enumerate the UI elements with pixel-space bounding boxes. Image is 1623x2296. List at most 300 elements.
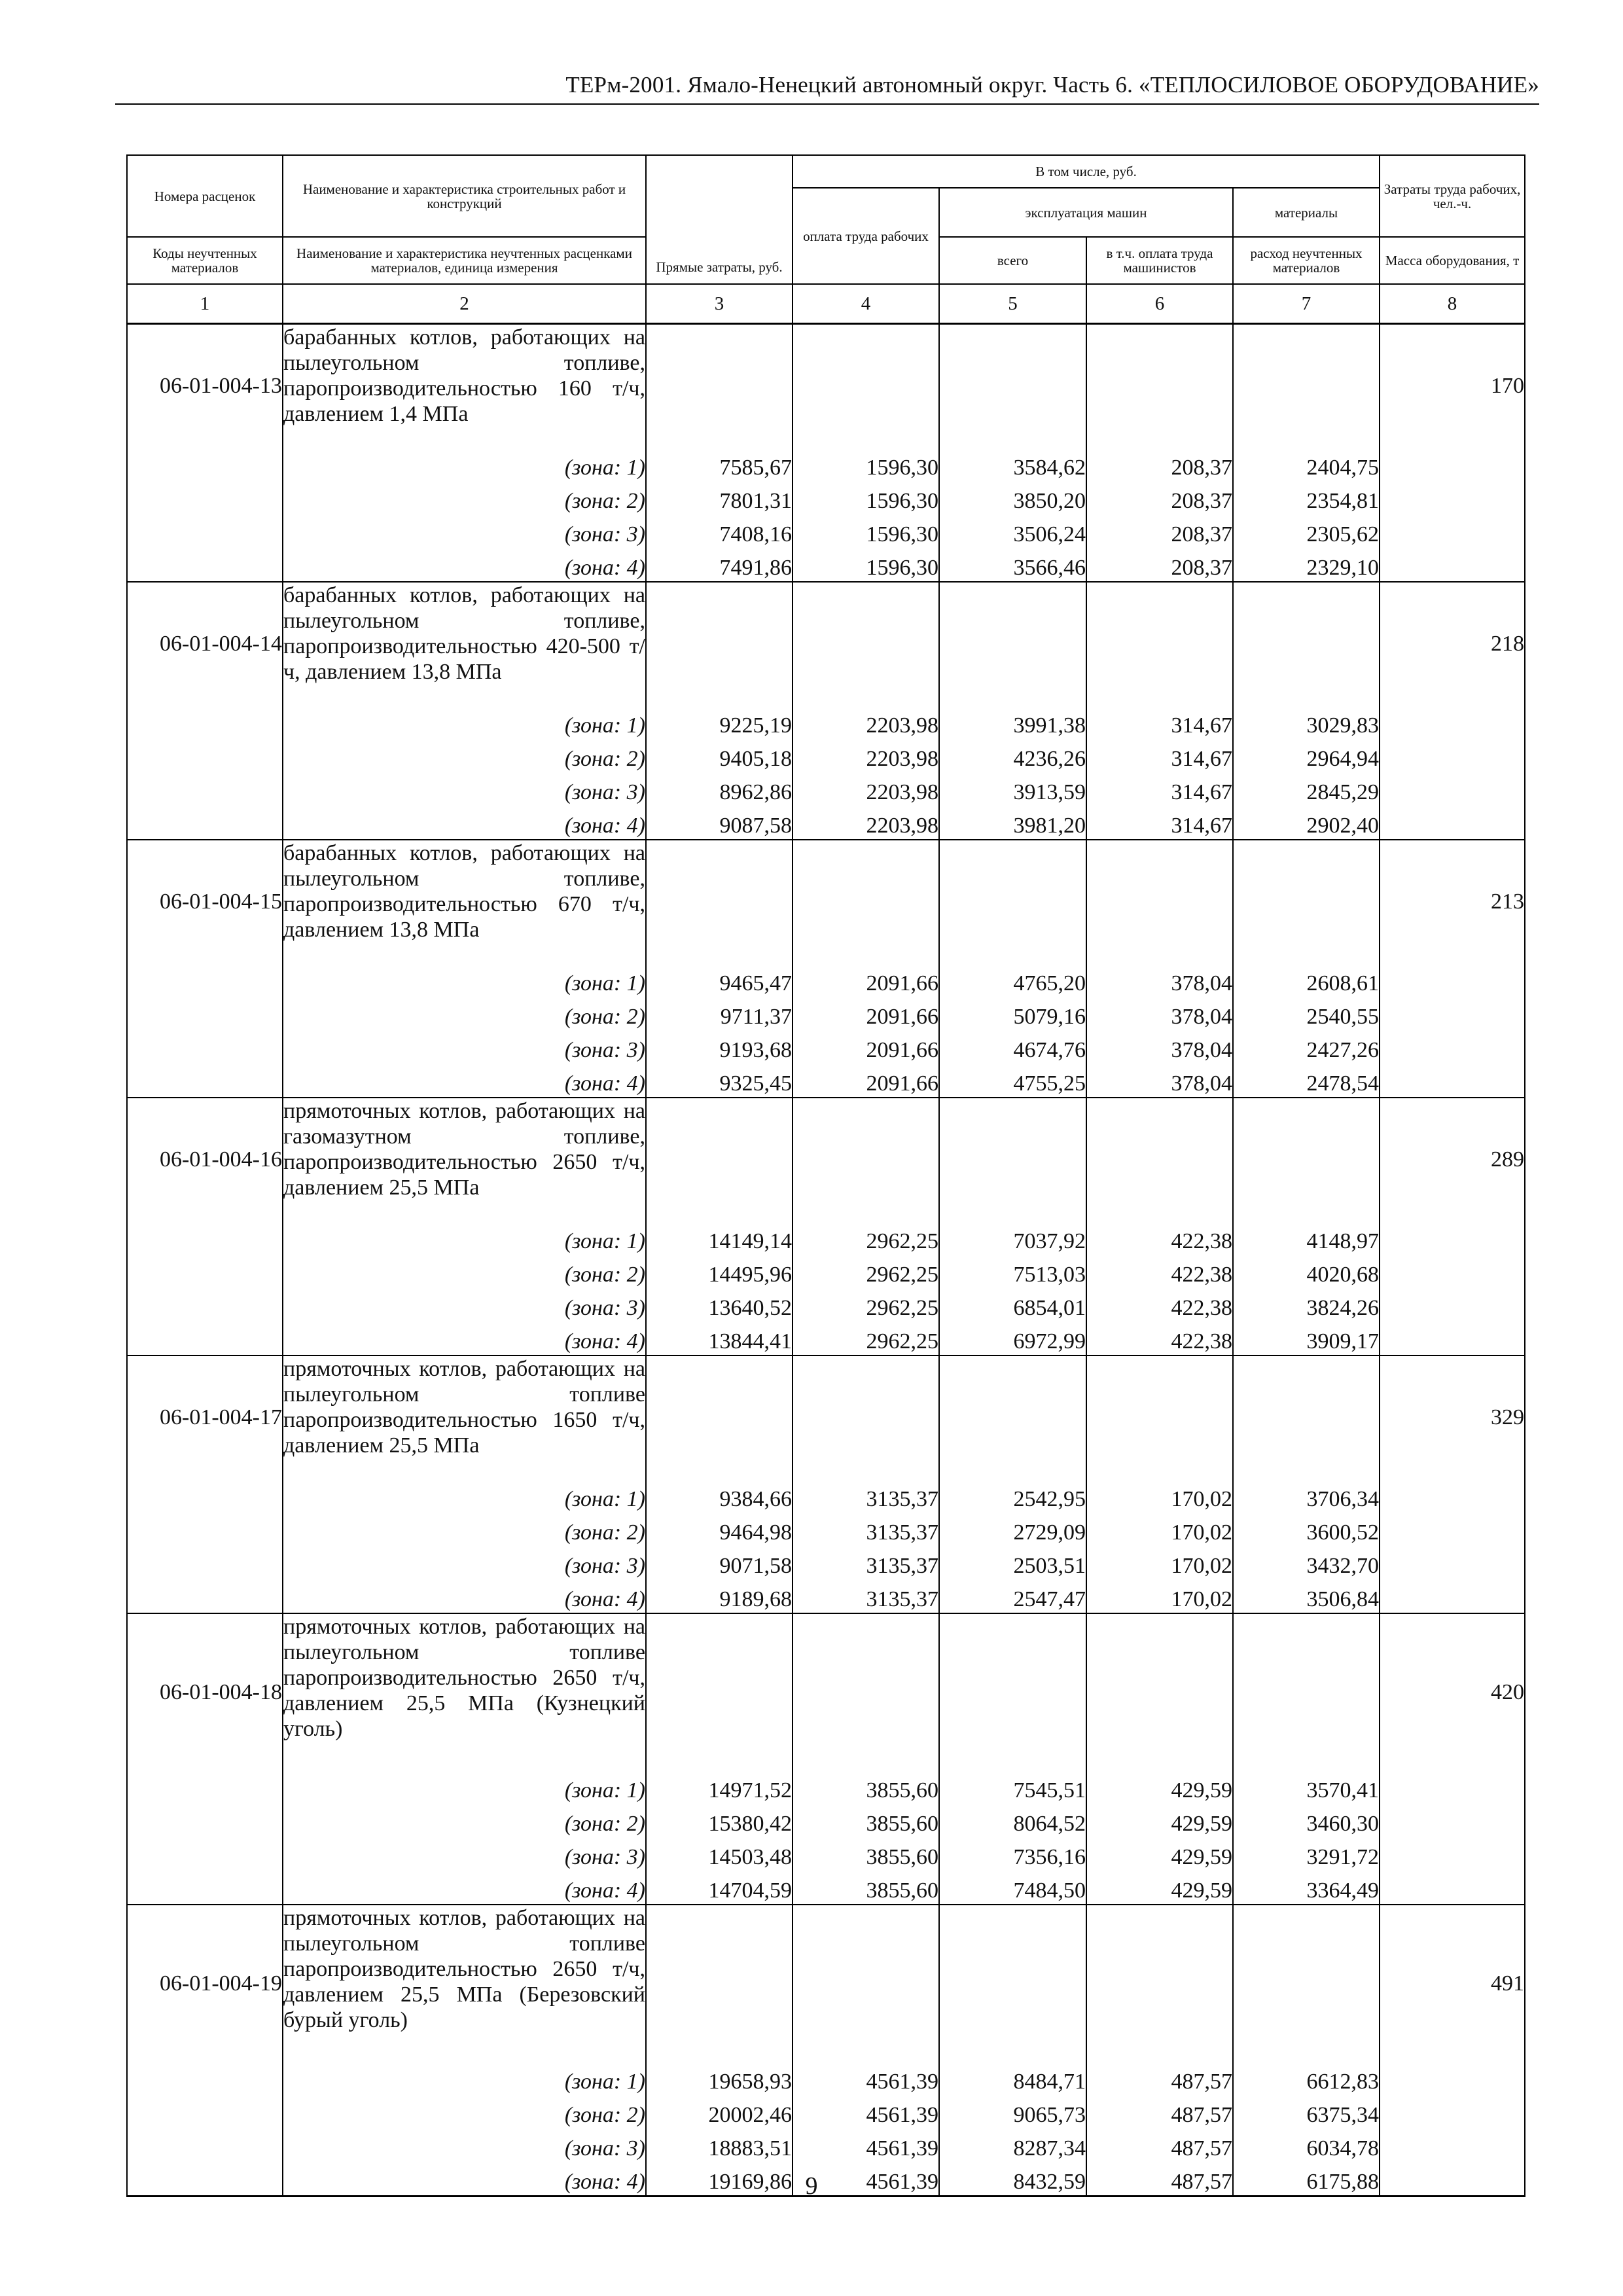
- cost-value: 422,38: [1086, 1255, 1233, 1288]
- zone-label: (зона: 3): [283, 1288, 646, 1321]
- empty-cell: [646, 1905, 793, 2062]
- page-number: 9: [805, 2172, 818, 2200]
- cost-value: 429,59: [1086, 1871, 1233, 1905]
- empty-cell: [1380, 997, 1525, 1030]
- labor-cost: 420: [1380, 1613, 1525, 1770]
- zone-label: (зона: 2): [283, 2095, 646, 2128]
- empty-cell: [127, 1255, 283, 1288]
- zone-label: (зона: 2): [283, 1513, 646, 1546]
- empty-cell: [1380, 1770, 1525, 1804]
- labor-cost: 329: [1380, 1355, 1525, 1479]
- zone-label: (зона: 3): [283, 1837, 646, 1871]
- cost-value: 4236,26: [939, 739, 1086, 772]
- cost-value: 2404,75: [1233, 448, 1380, 481]
- empty-cell: [127, 1804, 283, 1837]
- empty-cell: [1380, 739, 1525, 772]
- empty-cell: [127, 1030, 283, 1064]
- zone-label: (зона: 1): [283, 1221, 646, 1255]
- empty-cell: [1380, 481, 1525, 514]
- price-table: [126, 154, 1525, 2197]
- cost-value: 9711,37: [646, 997, 793, 1030]
- cost-value: 8432,59: [939, 2162, 1086, 2197]
- header-rule: [115, 103, 1539, 105]
- zone-row: [127, 1871, 1525, 1905]
- cost-value: 4561,39: [793, 2062, 939, 2095]
- empty-cell: [939, 582, 1086, 706]
- empty-cell: [646, 1098, 793, 1221]
- cost-value: 2962,25: [793, 1321, 939, 1355]
- zone-row: [127, 1288, 1525, 1321]
- cost-value: 2354,81: [1233, 481, 1380, 514]
- empty-cell: [1380, 1479, 1525, 1513]
- cost-value: 2091,66: [793, 1030, 939, 1064]
- empty-cell: [127, 2128, 283, 2162]
- zone-label: (зона: 4): [283, 806, 646, 840]
- col-number: 6: [1086, 284, 1233, 324]
- labor-cost: 491: [1380, 1905, 1525, 2062]
- zone-row: [127, 997, 1525, 1030]
- cost-value: 14971,52: [646, 1770, 793, 1804]
- empty-cell: [127, 1064, 283, 1098]
- empty-cell: [646, 324, 793, 448]
- cost-value: 2203,98: [793, 806, 939, 840]
- zone-row: [127, 1546, 1525, 1579]
- cost-value: 4020,68: [1233, 1255, 1380, 1288]
- zone-row: [127, 806, 1525, 840]
- cost-value: 1596,30: [793, 481, 939, 514]
- zone-row: [127, 1513, 1525, 1546]
- cost-value: 2608,61: [1233, 963, 1380, 997]
- cost-value: 208,37: [1086, 448, 1233, 481]
- cost-value: 2478,54: [1233, 1064, 1380, 1098]
- zone-label: (зона: 1): [283, 1479, 646, 1513]
- cost-value: 3909,17: [1233, 1321, 1380, 1355]
- zone-label: (зона: 2): [283, 739, 646, 772]
- empty-cell: [793, 840, 939, 963]
- zone-label: (зона: 3): [283, 1546, 646, 1579]
- cost-value: 2329,10: [1233, 548, 1380, 582]
- zone-label: (зона: 4): [283, 2162, 646, 2197]
- empty-cell: [1380, 706, 1525, 739]
- empty-cell: [1380, 2128, 1525, 2162]
- empty-cell: [1380, 2062, 1525, 2095]
- zone-label: (зона: 2): [283, 1804, 646, 1837]
- cost-value: 2902,40: [1233, 806, 1380, 840]
- zone-row: [127, 514, 1525, 548]
- zone-label: (зона: 1): [283, 2062, 646, 2095]
- cost-value: 2091,66: [793, 997, 939, 1030]
- cost-value: 2427,26: [1233, 1030, 1380, 1064]
- cost-value: 6375,34: [1233, 2095, 1380, 2128]
- labor-cost: 289: [1380, 1098, 1525, 1221]
- empty-cell: [1380, 1837, 1525, 1871]
- empty-cell: [1380, 963, 1525, 997]
- cost-value: 2962,25: [793, 1221, 939, 1255]
- zone-label: (зона: 4): [283, 1064, 646, 1098]
- cost-value: 487,57: [1086, 2095, 1233, 2128]
- empty-cell: [1233, 1905, 1380, 2062]
- empty-cell: [1086, 1098, 1233, 1221]
- cost-value: 2547,47: [939, 1579, 1086, 1613]
- empty-cell: [1233, 324, 1380, 448]
- cost-value: 2542,95: [939, 1479, 1086, 1513]
- empty-cell: [1380, 514, 1525, 548]
- empty-cell: [1380, 1064, 1525, 1098]
- price-row-header: [127, 324, 1525, 448]
- empty-cell: [793, 324, 939, 448]
- col-number: 2: [283, 284, 646, 324]
- cost-value: 3991,38: [939, 706, 1086, 739]
- running-header: ТЕРм-2001. Ямало-Ненецкий автономный округ. Часть 6. «ТЕПЛОСИЛОВОЕ ОБОРУДОВАНИЕ»: [565, 72, 1539, 98]
- empty-cell: [127, 772, 283, 806]
- zone-label: (зона: 1): [283, 706, 646, 739]
- zone-label: (зона: 4): [283, 1871, 646, 1905]
- price-code: 06-01-004-17: [127, 1355, 283, 1479]
- empty-cell: [1233, 582, 1380, 706]
- cost-value: 3855,60: [793, 1837, 939, 1871]
- cost-value: 2962,25: [793, 1255, 939, 1288]
- empty-cell: [127, 548, 283, 582]
- zone-label: (зона: 4): [283, 548, 646, 582]
- cost-value: 9193,68: [646, 1030, 793, 1064]
- cost-value: 3566,46: [939, 548, 1086, 582]
- cost-value: 3855,60: [793, 1770, 939, 1804]
- col1-header-top: Номера расценок: [127, 155, 283, 237]
- empty-cell: [939, 840, 1086, 963]
- empty-cell: [127, 1770, 283, 1804]
- price-row-header: [127, 840, 1525, 963]
- empty-cell: [127, 1321, 283, 1355]
- cost-value: 208,37: [1086, 514, 1233, 548]
- empty-cell: [793, 1098, 939, 1221]
- empty-cell: [1380, 1030, 1525, 1064]
- cost-value: 2503,51: [939, 1546, 1086, 1579]
- table-body: [127, 324, 1525, 2197]
- empty-cell: [127, 706, 283, 739]
- cost-value: 4674,76: [939, 1030, 1086, 1064]
- empty-cell: [793, 1613, 939, 1770]
- empty-cell: [127, 1579, 283, 1613]
- cost-value: 8287,34: [939, 2128, 1086, 2162]
- cost-value: 6854,01: [939, 1288, 1086, 1321]
- cost-value: 13640,52: [646, 1288, 793, 1321]
- cost-value: 3824,26: [1233, 1288, 1380, 1321]
- price-row-header: [127, 1098, 1525, 1221]
- empty-cell: [1086, 840, 1233, 963]
- empty-cell: [127, 1288, 283, 1321]
- empty-cell: [939, 1613, 1086, 1770]
- cost-value: 7545,51: [939, 1770, 1086, 1804]
- zone-label: (зона: 2): [283, 997, 646, 1030]
- empty-cell: [793, 1905, 939, 2062]
- work-description: барабанных котлов, работающих на пылеугольном топливе, паропроизводительностью 160 т/ч, давлением 1,4 МПа: [283, 324, 646, 448]
- cost-value: 9189,68: [646, 1579, 793, 1613]
- col8-header-top: Затраты труда рабочих, чел.-ч.: [1380, 155, 1525, 237]
- col2-header-bottom: Наименование и характеристика неучтенных расценками материалов, единица измерения: [283, 237, 646, 284]
- zone-row: [127, 1064, 1525, 1098]
- zone-row: [127, 1479, 1525, 1513]
- cost-value: 170,02: [1086, 1513, 1233, 1546]
- empty-cell: [1233, 1098, 1380, 1221]
- empty-cell: [127, 1479, 283, 1513]
- cost-value: 3135,37: [793, 1513, 939, 1546]
- cost-value: 3432,70: [1233, 1546, 1380, 1579]
- empty-cell: [1233, 1613, 1380, 1770]
- cost-value: 2729,09: [939, 1513, 1086, 1546]
- col-number: 4: [793, 284, 939, 324]
- zone-row: [127, 2062, 1525, 2095]
- work-description: прямоточных котлов, работающих на пылеугольном топливе паропроизводительностью 2650 т/ч, давлением 25,5 МПа (Березовский бурый уголь): [283, 1905, 646, 2062]
- cost-value: 3981,20: [939, 806, 1086, 840]
- cost-value: 170,02: [1086, 1579, 1233, 1613]
- work-description: прямоточных котлов, работающих на пылеугольном топливе паропроизводительностью 2650 т/ч, давлением 25,5 МПа (Кузнецкий уголь): [283, 1613, 646, 1770]
- empty-cell: [1086, 1613, 1233, 1770]
- cost-value: 14495,96: [646, 1255, 793, 1288]
- cost-value: 3850,20: [939, 481, 1086, 514]
- cost-value: 3570,41: [1233, 1770, 1380, 1804]
- cost-value: 8484,71: [939, 2062, 1086, 2095]
- machines-header: эксплуатация машин: [939, 188, 1233, 237]
- price-code: 06-01-004-18: [127, 1613, 283, 1770]
- col5-header: всего: [939, 237, 1086, 284]
- price-code: 06-01-004-14: [127, 582, 283, 706]
- cost-value: 9065,73: [939, 2095, 1086, 2128]
- zone-row: [127, 963, 1525, 997]
- cost-value: 378,04: [1086, 997, 1233, 1030]
- cost-value: 3460,30: [1233, 1804, 1380, 1837]
- zone-row: [127, 1255, 1525, 1288]
- cost-value: 6175,88: [1233, 2162, 1380, 2197]
- zone-label: (зона: 4): [283, 1579, 646, 1613]
- empty-cell: [127, 963, 283, 997]
- empty-cell: [127, 2095, 283, 2128]
- cost-value: 6034,78: [1233, 2128, 1380, 2162]
- zone-row: [127, 1321, 1525, 1355]
- price-row-header: [127, 1613, 1525, 1770]
- empty-cell: [1380, 1804, 1525, 1837]
- cost-value: 1596,30: [793, 548, 939, 582]
- empty-cell: [1380, 548, 1525, 582]
- cost-value: 9325,45: [646, 1064, 793, 1098]
- empty-cell: [127, 481, 283, 514]
- zone-row: [127, 448, 1525, 481]
- empty-cell: [127, 2062, 283, 2095]
- empty-cell: [646, 1613, 793, 1770]
- col4-header: оплата труда рабочих: [793, 188, 939, 284]
- empty-cell: [1086, 1905, 1233, 2062]
- cost-value: 14149,14: [646, 1221, 793, 1255]
- col8-header-bottom: Масса оборудования, т: [1380, 237, 1525, 284]
- cost-value: 3029,83: [1233, 706, 1380, 739]
- col-number: 3: [646, 284, 793, 324]
- cost-value: 14503,48: [646, 1837, 793, 1871]
- cost-value: 3855,60: [793, 1871, 939, 1905]
- zone-label: (зона: 3): [283, 1030, 646, 1064]
- cost-value: 3506,24: [939, 514, 1086, 548]
- cost-value: 429,59: [1086, 1804, 1233, 1837]
- cost-value: 7408,16: [646, 514, 793, 548]
- cost-value: 314,67: [1086, 706, 1233, 739]
- price-code: 06-01-004-19: [127, 1905, 283, 2062]
- cost-value: 2540,55: [1233, 997, 1380, 1030]
- zone-row: [127, 1837, 1525, 1871]
- cost-value: 208,37: [1086, 481, 1233, 514]
- empty-cell: [646, 582, 793, 706]
- cost-value: 7484,50: [939, 1871, 1086, 1905]
- empty-cell: [1380, 1288, 1525, 1321]
- empty-cell: [127, 1871, 283, 1905]
- cost-value: 2203,98: [793, 739, 939, 772]
- zone-row: [127, 1030, 1525, 1064]
- col-number: 5: [939, 284, 1086, 324]
- cost-value: 3291,72: [1233, 1837, 1380, 1871]
- cost-value: 8962,86: [646, 772, 793, 806]
- empty-cell: [1380, 1321, 1525, 1355]
- empty-cell: [1380, 1871, 1525, 1905]
- labor-cost: 170: [1380, 324, 1525, 448]
- zone-row: [127, 481, 1525, 514]
- cost-value: 3855,60: [793, 1804, 939, 1837]
- cost-value: 3135,37: [793, 1546, 939, 1579]
- cost-value: 19658,93: [646, 2062, 793, 2095]
- empty-cell: [1380, 1546, 1525, 1579]
- empty-cell: [127, 1221, 283, 1255]
- cost-value: 1596,30: [793, 514, 939, 548]
- zone-row: [127, 1579, 1525, 1613]
- zone-row: [127, 772, 1525, 806]
- cost-value: 2203,98: [793, 772, 939, 806]
- col3-header: Прямые затраты, руб.: [646, 155, 793, 284]
- cost-value: 20002,46: [646, 2095, 793, 2128]
- group-header: В том числе, руб.: [793, 155, 1380, 188]
- zone-label: (зона: 3): [283, 2128, 646, 2162]
- cost-value: 378,04: [1086, 1030, 1233, 1064]
- cost-value: 3913,59: [939, 772, 1086, 806]
- cost-value: 422,38: [1086, 1321, 1233, 1355]
- empty-cell: [127, 1513, 283, 1546]
- cost-value: 3364,49: [1233, 1871, 1380, 1905]
- cost-value: 4561,39: [793, 2095, 939, 2128]
- cost-value: 7801,31: [646, 481, 793, 514]
- empty-cell: [939, 1355, 1086, 1479]
- price-code: 06-01-004-13: [127, 324, 283, 448]
- empty-cell: [127, 1546, 283, 1579]
- price-code: 06-01-004-16: [127, 1098, 283, 1221]
- cost-value: 3600,52: [1233, 1513, 1380, 1546]
- zone-label: (зона: 2): [283, 481, 646, 514]
- cost-value: 170,02: [1086, 1479, 1233, 1513]
- cost-value: 429,59: [1086, 1837, 1233, 1871]
- empty-cell: [1380, 1255, 1525, 1288]
- empty-cell: [127, 514, 283, 548]
- cost-value: 7513,03: [939, 1255, 1086, 1288]
- cost-value: 5079,16: [939, 997, 1086, 1030]
- zone-label: (зона: 2): [283, 1255, 646, 1288]
- work-description: барабанных котлов, работающих на пылеугольном топливе, паропроизводительностью 420-500 т/ч, давлением 13,8 МПа: [283, 582, 646, 706]
- cost-value: 378,04: [1086, 963, 1233, 997]
- col2-header-top: Наименование и характеристика строительных работ и конструкций: [283, 155, 646, 237]
- cost-value: 429,59: [1086, 1770, 1233, 1804]
- zone-label: (зона: 3): [283, 514, 646, 548]
- cost-value: 7585,67: [646, 448, 793, 481]
- zone-row: [127, 706, 1525, 739]
- cost-value: 3506,84: [1233, 1579, 1380, 1613]
- cost-value: 13844,41: [646, 1321, 793, 1355]
- cost-value: 4755,25: [939, 1064, 1086, 1098]
- empty-cell: [1380, 1513, 1525, 1546]
- empty-cell: [1233, 1355, 1380, 1479]
- work-description: прямоточных котлов, работающих на газомазутном топливе, паропроизводительностью 2650 т/ч, давлением 25,5 МПа: [283, 1098, 646, 1221]
- cost-value: 15380,42: [646, 1804, 793, 1837]
- cost-value: 6612,83: [1233, 2062, 1380, 2095]
- cost-value: 2964,94: [1233, 739, 1380, 772]
- zone-row: [127, 2095, 1525, 2128]
- cost-value: 170,02: [1086, 1546, 1233, 1579]
- cost-value: 487,57: [1086, 2062, 1233, 2095]
- labor-cost: 213: [1380, 840, 1525, 963]
- cost-value: 9465,47: [646, 963, 793, 997]
- cost-value: 1596,30: [793, 448, 939, 481]
- cost-value: 9405,18: [646, 739, 793, 772]
- empty-cell: [1086, 324, 1233, 448]
- empty-cell: [1380, 2095, 1525, 2128]
- cost-value: 2091,66: [793, 1064, 939, 1098]
- work-description: прямоточных котлов, работающих на пылеугольном топливе паропроизводительностью 1650 т/ч, давлением 25,5 МПа: [283, 1355, 646, 1479]
- price-row-header: [127, 1905, 1525, 2062]
- cost-value: 9464,98: [646, 1513, 793, 1546]
- empty-cell: [1086, 582, 1233, 706]
- cost-value: 8064,52: [939, 1804, 1086, 1837]
- empty-cell: [646, 840, 793, 963]
- cost-value: 378,04: [1086, 1064, 1233, 1098]
- cost-value: 314,67: [1086, 806, 1233, 840]
- col7-header-top: материалы: [1233, 188, 1380, 237]
- cost-value: 314,67: [1086, 739, 1233, 772]
- empty-cell: [1380, 448, 1525, 481]
- cost-value: 19169,86: [646, 2162, 793, 2197]
- labor-cost: 218: [1380, 582, 1525, 706]
- empty-cell: [1233, 840, 1380, 963]
- cost-value: 3135,37: [793, 1579, 939, 1613]
- col-number: 8: [1380, 284, 1525, 324]
- cost-value: 18883,51: [646, 2128, 793, 2162]
- empty-cell: [1380, 1221, 1525, 1255]
- cost-value: 9087,58: [646, 806, 793, 840]
- cost-value: 7356,16: [939, 1837, 1086, 1871]
- empty-cell: [1380, 772, 1525, 806]
- price-row-header: [127, 1355, 1525, 1479]
- empty-cell: [1380, 1579, 1525, 1613]
- empty-cell: [127, 997, 283, 1030]
- cost-value: 6972,99: [939, 1321, 1086, 1355]
- col7-header-bottom: расход неучтенных материалов: [1233, 237, 1380, 284]
- zone-row: [127, 1804, 1525, 1837]
- cost-value: 422,38: [1086, 1221, 1233, 1255]
- cost-value: 3706,34: [1233, 1479, 1380, 1513]
- cost-value: 4561,39: [793, 2162, 939, 2197]
- zone-row: [127, 1221, 1525, 1255]
- col1-header-bottom: Коды неучтенных материалов: [127, 237, 283, 284]
- cost-value: 3135,37: [793, 1479, 939, 1513]
- cost-value: 9071,58: [646, 1546, 793, 1579]
- zone-row: [127, 2128, 1525, 2162]
- cost-value: 422,38: [1086, 1288, 1233, 1321]
- cost-value: 7037,92: [939, 1221, 1086, 1255]
- zone-label: (зона: 3): [283, 772, 646, 806]
- empty-cell: [646, 1355, 793, 1479]
- col6-header: в т.ч. оплата труда машинистов: [1086, 237, 1233, 284]
- empty-cell: [127, 739, 283, 772]
